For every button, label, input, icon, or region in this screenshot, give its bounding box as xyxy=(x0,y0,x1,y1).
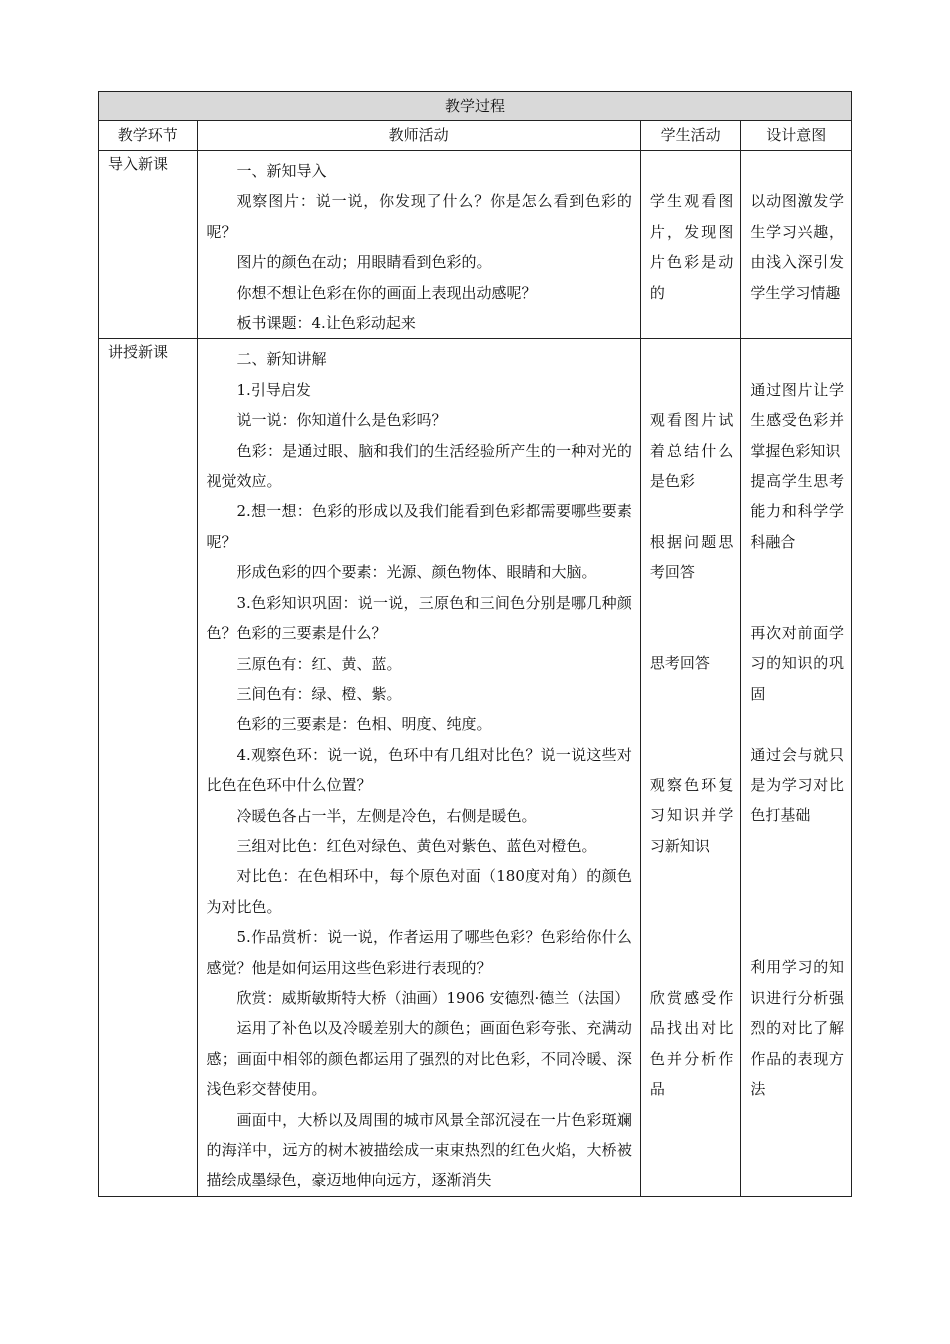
student-activity-intro xyxy=(640,151,741,339)
student-line: 学生观看图片，发现图片色彩是动的 xyxy=(649,192,734,302)
header-stage: 教学环节 xyxy=(99,121,198,151)
header-design: 设计意图 xyxy=(741,121,852,151)
teacher-line: 4.观察色环：说一说，色环中有几组对比色？说一说这些对比色在色环中什么位置？ xyxy=(206,745,632,795)
student-line: 思考回答 xyxy=(649,654,710,673)
teacher-line: 你想不想让色彩在你的画面上表现出动感呢？ xyxy=(236,283,537,302)
design-line: 通过会与就只是为学习对比色打基础 xyxy=(750,745,844,825)
teacher-line: 画面中，大桥以及周围的城市风景全部沉浸在一片色彩斑斓的海洋中，远方的树木被描绘成一束束热烈的红色火焰，大桥被描绘成墨绿色，豪迈地伸向远方，逐渐消失 xyxy=(206,1110,632,1190)
design-intent-teaching xyxy=(741,339,852,1196)
table-title: 教学过程 xyxy=(99,92,852,121)
design-line: 以动图激发学生学习兴趣，由浅入深引发学生学习情趣 xyxy=(750,192,844,302)
table-header-row xyxy=(99,121,852,151)
teacher-line: 三间色有：绿、橙、紫。 xyxy=(236,684,402,703)
design-intent-intro xyxy=(741,151,852,339)
teacher-line: 1.引导启发 xyxy=(236,380,311,399)
header-teacher: 教师活动 xyxy=(197,121,640,151)
stage-intro: 导入新课 xyxy=(99,151,198,339)
teacher-line: 2.想一想：色彩的形成以及我们能看到色彩都需要哪些要素呢？ xyxy=(206,502,632,551)
teacher-line: 板书课题：4.让色彩动起来 xyxy=(236,314,416,333)
teacher-line: 5.作品赏析：说一说，作者运用了哪些色彩？色彩给你什么感觉？他是如何运用这些色彩进行表现的？ xyxy=(206,928,632,977)
table-row-intro xyxy=(99,151,852,339)
student-line: 观看图片试着总结什么是色彩 xyxy=(649,411,734,491)
teacher-line: 一、新知导入 xyxy=(236,162,327,180)
teacher-line: 图片的颜色在动；用眼睛看到色彩的。 xyxy=(236,253,492,272)
teacher-line: 说一说：你知道什么是色彩吗？ xyxy=(236,411,447,430)
design-line: 通过图片让学生感受色彩并掌握色彩知识 xyxy=(750,380,844,460)
teacher-activity-intro xyxy=(197,151,640,339)
teacher-line: 观察图片：说一说，你发现了什么？你是怎么看到色彩的呢？ xyxy=(206,192,632,241)
teacher-line: 三组对比色：红色对绿色、黄色对紫色、蓝色对橙色。 xyxy=(236,836,597,855)
table-title-row xyxy=(99,92,852,121)
student-activity-teaching xyxy=(640,339,741,1196)
student-line: 欣赏感受作品找出对比色并分析作品 xyxy=(649,988,734,1099)
teacher-line: 色彩：是通过眼、脑和我们的生活经验所产生的一种对光的视觉效应。 xyxy=(206,441,632,491)
teacher-line: 运用了补色以及冷暖差别大的颜色；画面色彩夸张、充满动感；画面中相邻的颜色都运用了强烈的对比色彩，不同冷暖、深浅色彩交替使用。 xyxy=(206,1019,632,1099)
teacher-line: 冷暖色各占一半，左侧是冷色，右侧是暖色。 xyxy=(236,806,537,825)
header-student: 学生活动 xyxy=(640,121,741,151)
teacher-line: 二、新知讲解 xyxy=(236,350,327,369)
teacher-activity-teaching xyxy=(197,339,640,1196)
teacher-line: 色彩的三要素是：色相、明度、纯度。 xyxy=(236,715,492,734)
student-line: 观察色环复习知识并学习新知识 xyxy=(649,776,734,855)
student-line: 根据问题思考回答 xyxy=(649,532,734,582)
teacher-line: 三原色有：红、黄、蓝。 xyxy=(236,654,402,673)
teacher-line: 欣赏：威斯敏斯特大桥（油画）1906 安德烈·德兰（法国） xyxy=(236,988,630,1007)
stage-teaching: 讲授新课 xyxy=(99,339,198,1196)
design-line: 提高学生思考能力和科学学科融合 xyxy=(750,472,844,551)
teacher-line: 形成色彩的四个要素：光源、颜色物体、眼睛和大脑。 xyxy=(236,563,597,582)
teacher-line: 对比色：在色相环中，每个原色对面（180度对角）的颜色为对比色。 xyxy=(206,867,632,916)
teaching-process-table xyxy=(98,91,852,1197)
design-line: 利用学习的知识进行分析强烈的对比了解作品的表现方法 xyxy=(750,958,844,1099)
design-line: 再次对前面学习的知识的巩固 xyxy=(750,624,844,703)
table-row-teaching xyxy=(99,339,852,1196)
teacher-line: 3.色彩知识巩固：说一说，三原色和三间色分别是哪几种颜色？色彩的三要素是什么？ xyxy=(206,593,632,643)
